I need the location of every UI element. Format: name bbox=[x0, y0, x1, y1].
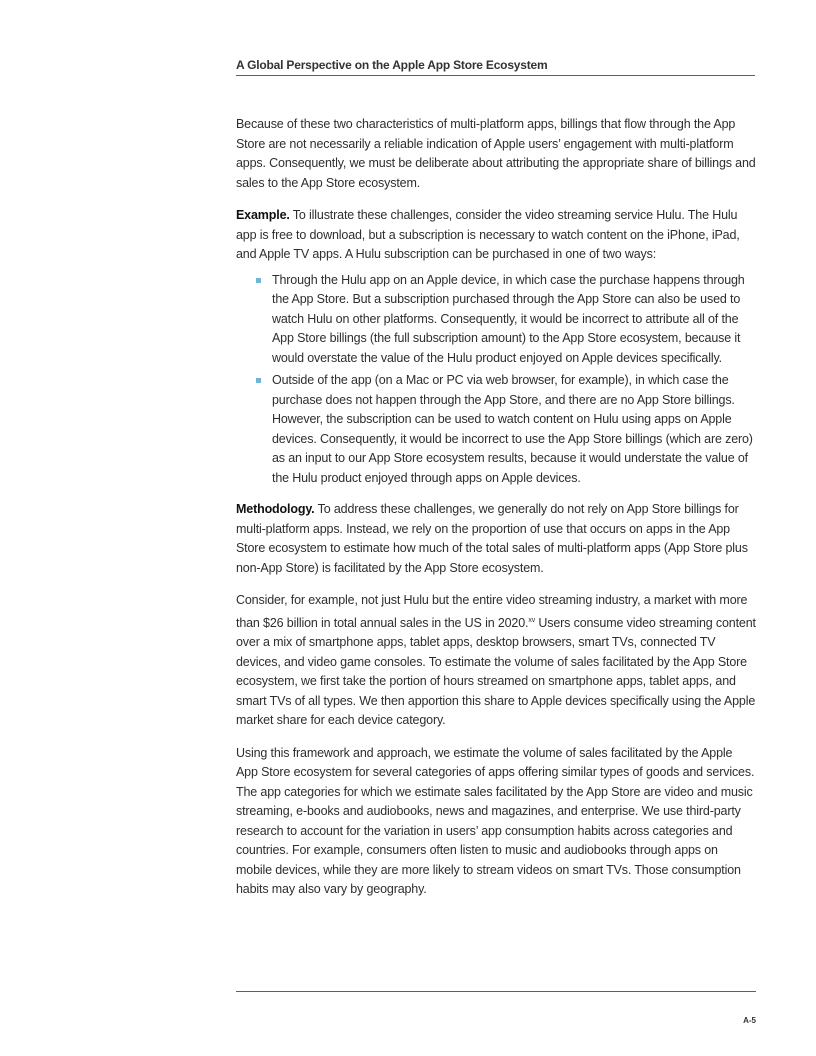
paragraph-streaming bbox=[236, 591, 756, 731]
page-header bbox=[236, 57, 755, 76]
footnote-ref: xv bbox=[528, 616, 536, 624]
header-title: A Global Perspective on the Apple App Store Ecosystem bbox=[236, 58, 548, 72]
example-lead: Example. bbox=[236, 208, 290, 222]
paragraph-framework: Using this framework and approach, we estimate the volume of sales facilitated by the Apple App Store ecosystem for several categories of apps offering similar types of goods and services. The app categories for which we estimate sales facilitated by the App Store are video and music streaming, e-books and audiobooks, news and magazines, and enterprise. We use third-party research to account for the variation in users’ app consumption habits across categories and countries. For example, consumers often listen to music and audiobooks through apps on mobile devices, while they are more likely to stream videos on smart TVs. Those consumption habits may also vary by geography. bbox=[236, 745, 755, 897]
paragraph-intro: Because of these two characteristics of multi-platform apps, billings that flow through the App Store are not necessarily a reliable indication of Apple users’ engagement with multi-platform apps. Consequently, we must be deliberate about attributing the appropriate share of billings and sales to the App Store ecosystem. bbox=[236, 117, 756, 190]
list-item bbox=[236, 271, 756, 369]
footer-rule bbox=[236, 991, 756, 992]
streaming-text-a: Consider, for example, not just Hulu but the entire video streaming industry, a market with more than $26 billion in total annual sales in the US in 2020. bbox=[236, 593, 748, 630]
methodology-lead: Methodology. bbox=[236, 502, 315, 516]
bullet-list bbox=[236, 271, 756, 489]
page-number: A-5 bbox=[743, 1016, 756, 1025]
example-text: To illustrate these challenges, consider the video streaming service Hulu. The Hulu app is free to download, but a subscription is necessary to watch content on the iPhone, iPad, and Apple TV apps. A Hulu subscription can be purchased in one of two ways: bbox=[236, 208, 740, 261]
list-item bbox=[236, 371, 756, 488]
header-rule bbox=[236, 75, 755, 76]
body-content bbox=[236, 115, 756, 913]
bullet-text: Outside of the app (on a Mac or PC via web browser, for example), in which case the purchase does not happen through the App Store, and there are no App Store billings. However, the subscription can be used to watch content on Hulu using apps on Apple devices. Consequently, it would be incorrect to use the App Store billings (which are zero) as an input to our App Store ecosystem results, because it would understate the value of the Hulu product enjoyed through apps on Apple devices. bbox=[272, 373, 753, 485]
paragraph-example bbox=[236, 206, 756, 265]
paragraph-methodology bbox=[236, 500, 756, 578]
bullet-text: Through the Hulu app on an Apple device, in which case the purchase happens through the App Store. But a subscription purchased through the App Store can also be used to watch Hulu on other platforms. Consequently, it would be incorrect to attribute all of the App Store billings (the full subscription amount) to the App Store ecosystem, because it would overstate the value of the Hulu product enjoyed on Apple devices specifically. bbox=[272, 272, 745, 365]
streaming-text-b: Users consume video streaming content over a mix of smartphone apps, tablet apps, desktop browsers, smart TVs, connected TV devices, and video game consoles. To estimate the volume of sales facilitated by the App Store ecosystem, we first take the portion of hours streamed on smartphone apps, tablet apps, and smart TVs of all types. We then apportion this share to Apple devices specifically using the Apple market share for each device category. bbox=[236, 615, 756, 728]
methodology-text: To address these challenges, we generally do not rely on App Store billings for multi-platform apps. Instead, we rely on the proportion of use that occurs on apps in the App Store ecosystem to estimate how much of the total sales of multi-platform apps (App Store plus non-App Store) is facilitated by the App Store ecosystem. bbox=[236, 502, 748, 575]
bullet-square-icon bbox=[256, 278, 261, 283]
bullet-square-icon bbox=[256, 378, 261, 383]
